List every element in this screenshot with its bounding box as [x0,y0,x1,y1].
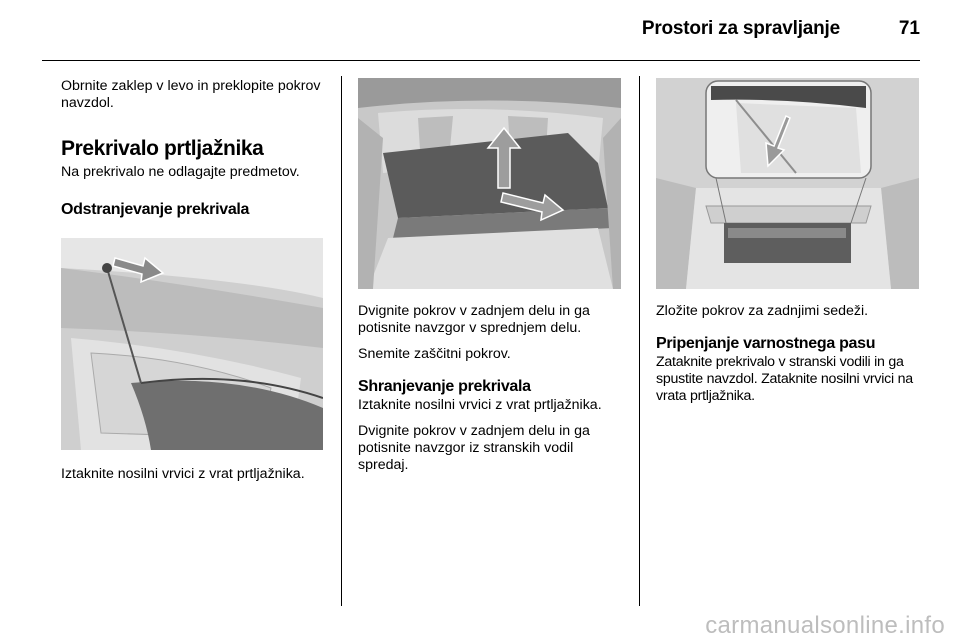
body-text: Dvignite pokrov v zadnjem delu in ga potisnite navzgor v sprednjem delu. [358,303,590,336]
page-title: Prostori za spravljanje [641,18,840,39]
watermark: carmanualsonline.info [705,612,945,639]
header-rule [42,60,920,61]
figure-cover-lift [358,78,621,289]
body-text: Zataknite prekrivalo v stranski vodili in ga spustite navzdol. Zataknite nosilni vrvici na vrata prtljažnika. [656,354,913,404]
body-text: Snemite zaščitni pokrov. [358,346,511,362]
section-heading: Prekrivalo prtljažnika [61,137,264,160]
body-text: Iztaknite nosilni vrvici z vrat prtljažnika. [358,397,602,413]
figure-tailgate-strap [61,238,323,450]
column-2 [358,78,626,474]
body-text: Zložite pokrov za zadnjimi sedeži. [656,303,869,319]
subsection-heading: Shranjevanje prekrivala [358,378,531,395]
intro-text: Obrnite zaklep v levo in preklopite pokrov navzdol. [61,78,321,111]
figure-caption: Iztaknite nosilni vrvici z vrat prtljažnika. [61,466,305,482]
subsection-heading: Pripenjanje varnostnega pasu [656,335,876,352]
warning-text: Na prekrivalo ne odlagajte predmetov. [61,164,300,180]
body-text: Dvignite pokrov v zadnjem delu in ga potisnite navzgor iz stranskih vodil spredaj. [358,423,590,473]
column-1 [61,78,326,483]
subsection-heading: Odstranjevanje prekrivala [61,201,250,218]
column-divider [639,76,640,606]
column-divider [341,76,342,606]
page-number: 71 [898,18,920,39]
column-3 [656,78,924,405]
figure-cover-stowed [656,78,919,289]
